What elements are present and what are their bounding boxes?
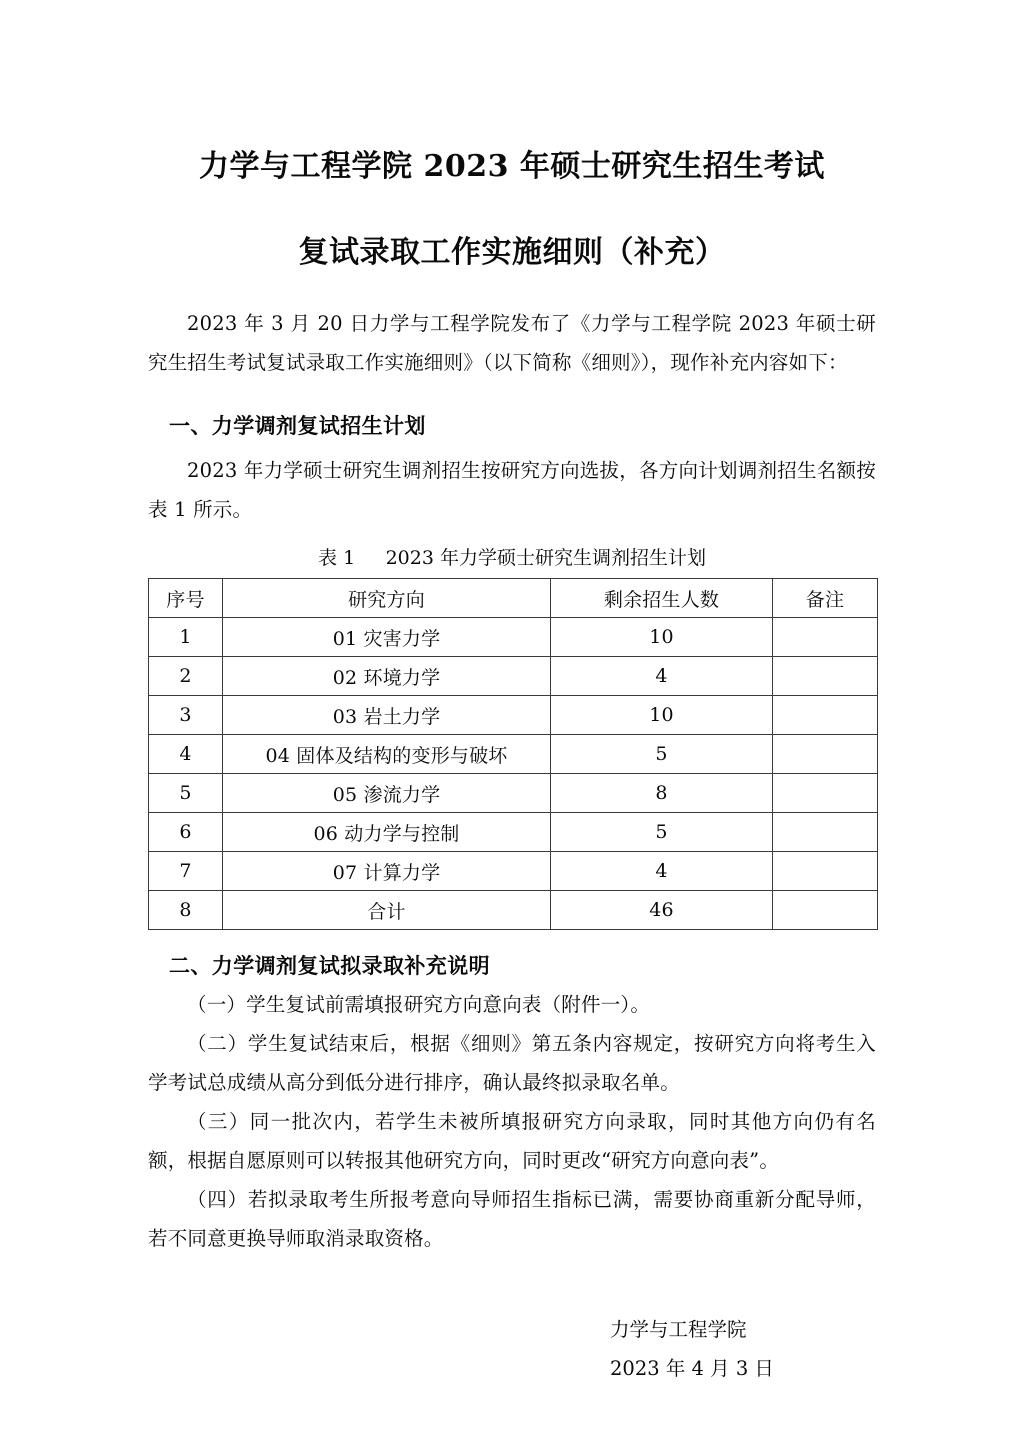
cell-remaining: 4 <box>551 657 773 696</box>
cell-direction: 06 动力学与控制 <box>223 813 551 852</box>
cell-remaining: 5 <box>551 813 773 852</box>
cell-no: 1 <box>149 618 223 657</box>
cell-direction: 05 渗流力学 <box>223 774 551 813</box>
cell-note <box>773 774 878 813</box>
cell-note <box>773 891 878 930</box>
cell-direction: 07 计算力学 <box>223 852 551 891</box>
table-row-total <box>149 891 878 930</box>
cell-note <box>773 813 878 852</box>
cell-remaining: 10 <box>551 618 773 657</box>
admission-plan-table <box>148 578 878 930</box>
cell-remaining: 10 <box>551 696 773 735</box>
cell-direction: 04 固体及结构的变形与破坏 <box>223 735 551 774</box>
table-row <box>149 852 878 891</box>
cell-no: 8 <box>149 891 223 930</box>
column-header-remaining: 剩余招生人数 <box>551 579 773 618</box>
column-header-direction: 研究方向 <box>223 579 551 618</box>
signature-date: 2023 年 4 月 3 日 <box>610 1357 774 1381</box>
table-caption <box>148 541 876 575</box>
cell-note <box>773 657 878 696</box>
section-one-paragraph: 2023 年力学硕士研究生调剂招生按研究方向选拔，各方向计划调剂招生名额按表 1 所示。 <box>148 459 876 522</box>
section-two-item-3: （三）同一批次内，若学生未被所填报研究方向录取，同时其他方向仍有名额，根据自愿原则可以转报其他研究方向，同时更改“研究方向意向表”。 <box>148 1110 876 1173</box>
table-row <box>149 696 878 735</box>
document-title-line-2: 复试录取工作实施细则（补充） <box>298 235 726 271</box>
cell-direction: 01 灾害力学 <box>223 618 551 657</box>
column-header-no: 序号 <box>149 579 223 618</box>
document-title-line-1: 力学与工程学院 2023 年硕士研究生招生考试 <box>199 149 825 185</box>
column-header-note: 备注 <box>773 579 878 618</box>
cell-no: 7 <box>149 852 223 891</box>
cell-remaining: 8 <box>551 774 773 813</box>
table-header-row <box>149 579 878 618</box>
cell-direction: 02 环境力学 <box>223 657 551 696</box>
section-heading-one: 一、力学调剂复试招生计划 <box>169 413 426 439</box>
table-row <box>149 813 878 852</box>
cell-no: 5 <box>149 774 223 813</box>
cell-remaining: 46 <box>551 891 773 930</box>
cell-note <box>773 696 878 735</box>
table-row <box>149 774 878 813</box>
section-heading-two: 二、力学调剂复试拟录取补充说明 <box>169 953 490 979</box>
table-row <box>149 735 878 774</box>
section-two-item-4: （四）若拟录取考生所报考意向导师招生指标已满，需要协商重新分配导师，若不同意更换导师取消录取资格。 <box>148 1188 876 1251</box>
cell-no: 6 <box>149 813 223 852</box>
table-row <box>149 618 878 657</box>
cell-direction: 03 岩土力学 <box>223 696 551 735</box>
table-caption-label: 表 1 <box>318 547 356 570</box>
signature-organization: 力学与工程学院 <box>610 1318 747 1342</box>
cell-no: 2 <box>149 657 223 696</box>
cell-note <box>773 618 878 657</box>
table-caption-title: 2023 年力学硕士研究生调剂招生计划 <box>385 547 706 570</box>
table-row <box>149 657 878 696</box>
signature-block <box>148 1310 876 1388</box>
cell-direction: 合计 <box>223 891 551 930</box>
cell-note <box>773 852 878 891</box>
cell-no: 4 <box>149 735 223 774</box>
intro-paragraph: 2023 年 3 月 20 日力学与工程学院发布了《力学与工程学院 2023 年硕士研究生招生考试复试录取工作实施细则》（以下简称《细则》），现作补充内容如下： <box>148 312 876 375</box>
cell-remaining: 4 <box>551 852 773 891</box>
cell-note <box>773 735 878 774</box>
section-two-item-2: （二）学生复试结束后，根据《细则》第五条内容规定，按研究方向将考生入学考试总成绩从高分到低分进行排序，确认最终拟录取名单。 <box>148 1032 876 1095</box>
cell-remaining: 5 <box>551 735 773 774</box>
cell-no: 3 <box>149 696 223 735</box>
section-two-item-1: （一）学生复试前需填报研究方向意向表（附件一）。 <box>187 993 651 1017</box>
